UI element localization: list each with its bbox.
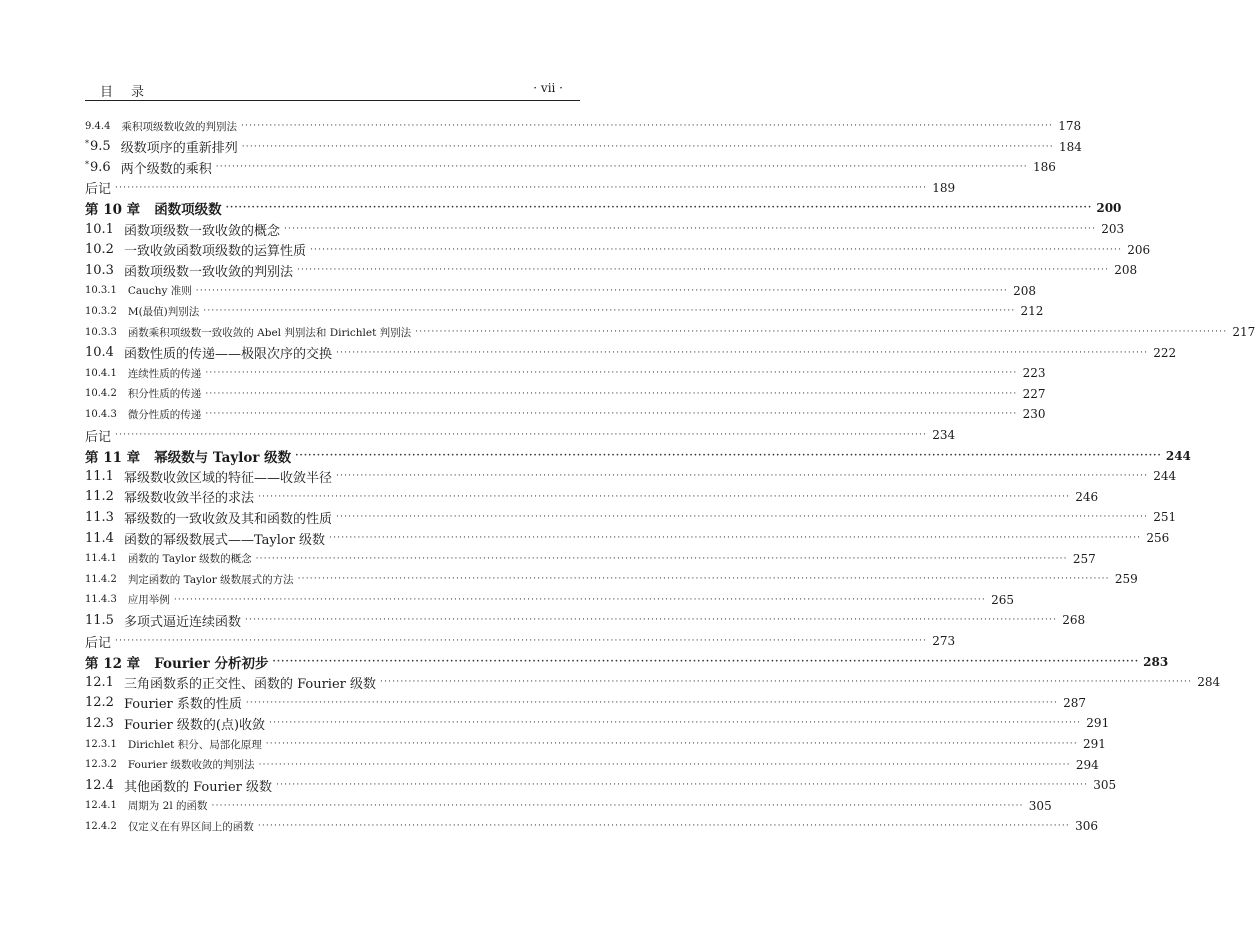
toc-leader-dots: ········································································································································································································ (258, 759, 1071, 770)
toc-leader-dots: ········································································································································································································ (205, 368, 1018, 379)
toc-section-entry[interactable] (85, 713, 1110, 733)
toc-entry-number (85, 446, 140, 466)
toc-leader-dots: ········································································································································································································ (269, 718, 1082, 729)
toc-leader-dots: ········································································································································································································ (255, 553, 1068, 564)
toc-entry-number-text: 10.3.3 (85, 326, 117, 338)
toc-section-entry[interactable] (85, 137, 1082, 157)
toc-entry-number (85, 222, 114, 237)
toc-entry-number-text: 10.2 (85, 242, 114, 258)
toc-leader-dots: ········································································································································································································ (240, 121, 1054, 131)
toc-entry-page: 206 (1127, 242, 1151, 257)
toc-entry-title: 函数项级数一致收敛的概念 (123, 223, 280, 239)
page-number: · vii · (533, 81, 563, 95)
toc-entry-page: 257 (1072, 551, 1096, 566)
toc-section-entry[interactable] (85, 693, 1087, 713)
toc-entry-page: 268 (1062, 613, 1086, 628)
toc-entry-number (85, 327, 117, 338)
toc-entry-page: 222 (1153, 345, 1177, 360)
toc-leader-dots: ········································································································································································································ (225, 203, 1093, 214)
toc-entry-number-text: 10.3.2 (85, 305, 117, 317)
header-rule (85, 100, 580, 101)
toc-entry-title: 乘积项级数收敛的判别法 (121, 120, 237, 133)
toc-entry-title: 函数乘积项级数一致收敛的 Abel 判别法和 Dirichlet 判别法 (127, 326, 412, 339)
toc-entry-number (85, 800, 117, 811)
toc-leader-dots: ········································································································································································································ (205, 388, 1018, 399)
toc-leader-dots: ········································································································································································································ (415, 327, 1228, 337)
toc-chapter-entry[interactable] (85, 446, 1191, 466)
toc-entry-title: 后记 (85, 182, 112, 198)
toc-section-entry[interactable] (85, 466, 1177, 486)
toc-entry-number-text: 11.3 (85, 509, 114, 525)
toc-subsection-entry[interactable] (85, 590, 1014, 610)
toc-entry-number (85, 345, 114, 360)
toc-subsection-entry[interactable] (85, 404, 1046, 424)
toc-entry-page: 305 (1093, 778, 1117, 793)
toc-entry-page: 217 (1232, 325, 1255, 339)
toc-subsection-entry[interactable] (85, 384, 1046, 404)
toc-entry-page: 283 (1143, 654, 1169, 669)
toc-entry-number-text: 12.1 (85, 674, 114, 690)
toc-leader-dots: ········································································································································································································ (276, 780, 1089, 791)
toc-entry-title: 函数的 Taylor 级数的概念 (127, 553, 252, 566)
toc-entry-number (85, 388, 117, 399)
toc-entry-title: 周期为 2l 的函数 (127, 800, 208, 813)
toc-leader-dots: ········································································································································································································ (296, 265, 1110, 276)
toc-entry-page: 259 (1114, 572, 1138, 587)
toc-entry-number-text: 12.4.2 (85, 820, 117, 832)
toc-entry-number-text: 11.2 (85, 489, 114, 505)
toc-leader-dots: ········································································································································································································ (245, 697, 1059, 708)
toc-entry-number (85, 160, 111, 175)
toc-entry-title: 后记 (85, 635, 112, 651)
toc-entry-number-text: 10.3.1 (85, 285, 117, 297)
toc-entry-page: 306 (1075, 819, 1098, 834)
toc-section-entry[interactable] (85, 507, 1177, 527)
toc-entry-number (85, 778, 114, 793)
toc-entry-number-text: 12.3.1 (85, 738, 117, 750)
toc-entry-number-text: 第 10 章 (85, 202, 141, 219)
toc-entry-title: Fourier 分析初步 (154, 655, 269, 672)
toc-leader-dots: ········································································································································································································ (295, 450, 1162, 461)
toc-leader-dots: ········································································································································································································ (215, 162, 1028, 173)
toc-entry-page: 189 (932, 180, 956, 195)
toc-entry-number (85, 695, 114, 710)
toc-subsection-entry[interactable] (85, 816, 1098, 836)
toc-entry-page: 203 (1101, 222, 1125, 236)
toc-subsection-entry[interactable] (85, 363, 1046, 383)
toc-entry-page: 287 (1063, 695, 1087, 710)
toc-subsection-entry[interactable] (85, 734, 1106, 754)
toc-subsection-entry[interactable] (85, 796, 1052, 816)
toc-entry-number (85, 821, 117, 832)
toc-entry-number (85, 510, 114, 525)
toc-entry-title: 函数项级数 (154, 202, 222, 219)
toc-entry-title: 应用举例 (127, 594, 170, 607)
page-header (85, 76, 580, 98)
toc-entry-number-text: 12.3.2 (85, 759, 117, 771)
toc-section-entry[interactable] (85, 672, 1221, 692)
toc-section-entry[interactable] (85, 219, 1125, 239)
toc-entry-number (85, 531, 114, 546)
toc-entry-page: 178 (1058, 119, 1082, 133)
toc-entry-number-text: 12.2 (85, 695, 114, 711)
toc-subsection-entry[interactable] (85, 755, 1099, 775)
toc-entry-page: 227 (1022, 386, 1046, 401)
toc-entry-number (85, 652, 140, 672)
toc-section-entry[interactable] (85, 425, 956, 445)
toc-leader-dots: ········································································································································································································ (173, 594, 986, 605)
toc-entry-number-text: 10.4.1 (85, 367, 117, 379)
toc-leader-dots: ········································································································································································································ (257, 491, 1071, 502)
toc-leader-dots: ········································································································································································································ (115, 182, 928, 193)
toc-leader-dots: ········································································································································································································ (257, 821, 1070, 832)
toc-entry-number-text: 10.1 (85, 221, 114, 237)
toc-subsection-entry[interactable] (85, 569, 1138, 589)
toc-entry-number-text: 10.4.2 (85, 388, 117, 400)
toc-leader-dots: ········································································································································································································ (309, 244, 1123, 255)
toc-entry-page: 284 (1197, 675, 1221, 690)
toc-leader-dots: ········································································································································································································ (335, 471, 1149, 482)
toc-entry-page: 244 (1165, 448, 1191, 463)
toc-entry-number-text: 12.4.1 (85, 800, 117, 812)
toc-entry-number (85, 285, 117, 296)
toc-entry-number-text: 12.3 (85, 715, 114, 731)
toc-entry-title: 幂级数收敛区域的特征——收敛半径 (123, 470, 332, 486)
toc-subsection-entry[interactable] (85, 322, 1255, 342)
toc-entry-title: Dirichlet 积分、局部化原理 (127, 738, 262, 751)
toc-entry-number-text: 第 11 章 (85, 449, 141, 466)
toc-leader-dots: ········································································································································································································ (205, 409, 1018, 420)
toc-entry-title: 一致收敛函数项级数的运算性质 (123, 244, 306, 260)
toc-leader-dots: ········································································································································································································ (283, 224, 1097, 234)
toc-leader-dots: ········································································································································································································ (244, 615, 1058, 626)
toc-entry-number (85, 121, 110, 132)
toc-entry-title: 幂级数的一致收敛及其和函数的性质 (123, 511, 332, 527)
toc-section-entry[interactable] (85, 775, 1117, 795)
toc-entry-number-text: 11.4 (85, 530, 114, 546)
toc-entry-title: Fourier 级数的(点)收敛 (123, 717, 266, 733)
toc-entry-number-text: 11.1 (85, 468, 114, 484)
toc-entry-page: 265 (991, 592, 1014, 607)
toc-entry-title: 多项式逼近连续函数 (123, 614, 241, 630)
toc-entry-title: 微分性质的传递 (127, 408, 202, 421)
toc-entry-number (85, 139, 111, 154)
toc-entry-number (85, 263, 114, 278)
toc-subsection-entry[interactable] (85, 281, 1036, 301)
toc-entry-number-text: 9.5 (90, 139, 111, 155)
toc-entry-title: 后记 (85, 429, 112, 445)
toc-entry-title: 判定函数的 Taylor 级数展式的方法 (127, 573, 294, 586)
toc-entry-title: 级数项序的重新排列 (120, 141, 238, 157)
toc-leader-dots: ········································································································································································································ (195, 285, 1008, 296)
toc-entry-title: 积分性质的传递 (127, 388, 202, 401)
toc-entry-number (85, 613, 114, 628)
toc-leader-dots: ········································································································································································································ (115, 636, 928, 646)
toc-entry-number-text: 10.4 (85, 345, 114, 361)
toc-section-entry[interactable] (85, 487, 1099, 507)
toc-entry-title: 幂级数与 Taylor 级数 (154, 449, 292, 466)
toc-entry-number-text: 11.4.1 (85, 553, 117, 565)
toc-entry-page: 200 (1096, 201, 1122, 216)
toc-leader-dots: ········································································································································································································ (297, 574, 1110, 585)
toc-entry-title: 其他函数的 Fourier 级数 (123, 779, 273, 795)
toc-entry-number (85, 368, 117, 379)
toc-entry-page: 208 (1013, 283, 1036, 298)
toc-entry-page: 230 (1022, 407, 1046, 422)
toc-entry-title: 幂级数收敛半径的求法 (123, 491, 254, 507)
toc-entry-number (85, 469, 114, 484)
toc-leader-dots: ········································································································································································································ (272, 656, 1140, 667)
toc-entry-title: 函数性质的传递——极限次序的交换 (123, 347, 332, 363)
toc-entry-title: 连续性质的传递 (127, 367, 202, 380)
toc-section-entry[interactable] (85, 610, 1086, 630)
toc-entry-page: 294 (1075, 757, 1099, 772)
toc-entry-title: M(最值)判别法 (127, 305, 200, 318)
toc-entry-page: 244 (1153, 469, 1177, 484)
toc-entry-page: 256 (1146, 531, 1170, 545)
toc-entry-number (85, 759, 117, 770)
toc-leader-dots: ········································································································································································································ (329, 533, 1142, 543)
toc-entry-number (85, 574, 117, 585)
toc-leader-dots: ········································································································································································································ (211, 800, 1024, 811)
toc-entry-number-text: 9.6 (90, 159, 111, 175)
toc-entry-page: 208 (1114, 263, 1138, 278)
toc-entry-title: 函数的幂级数展式——Taylor 级数 (123, 532, 326, 548)
toc-leader-dots: ········································································································································································································ (335, 512, 1149, 523)
toc-section-entry[interactable] (85, 240, 1151, 260)
toc-section-entry[interactable] (85, 178, 956, 198)
toc-entry-page: 212 (1020, 304, 1044, 319)
toc-entry-number (85, 739, 117, 750)
toc-entry-title: 三角函数系的正交性、函数的 Fourier 级数 (123, 676, 377, 692)
toc-entry-number-text: 9.4.4 (85, 120, 111, 132)
toc-entry-number-text: 11.4.2 (85, 573, 117, 585)
toc-subsection-entry[interactable] (85, 301, 1044, 321)
toc-entry-page: 291 (1083, 737, 1106, 751)
toc-entry-number (85, 409, 117, 420)
toc-section-entry[interactable] (85, 528, 1170, 548)
toc-entry-number-text: 10.4.3 (85, 408, 117, 420)
toc-entry-number (85, 594, 117, 605)
toc-leader-dots: ········································································································································································································ (203, 306, 1016, 317)
toc-entry-number (85, 716, 114, 731)
toc-chapter-entry[interactable] (85, 652, 1169, 672)
toc-entry-title: 函数项级数一致收敛的判别法 (123, 264, 293, 280)
toc-entry-page: 251 (1153, 510, 1177, 525)
toc-subsection-entry[interactable] (85, 549, 1096, 569)
toc-entry-title: Fourier 系数的性质 (123, 697, 242, 713)
toc-entry-page: 246 (1075, 489, 1099, 504)
optional-section-marker: * (85, 159, 89, 169)
toc-entry-number-text: 10.3 (85, 262, 114, 278)
toc-entry-title: Cauchy 准则 (127, 285, 192, 298)
toc-entry-number-text: 第 12 章 (85, 655, 141, 672)
toc-entry-number (85, 553, 117, 564)
toc-entry-title: 两个级数的乘积 (120, 161, 212, 177)
toc-entry-number (85, 198, 140, 218)
toc-section-entry[interactable] (85, 157, 1056, 177)
toc-entry-page: 186 (1032, 160, 1056, 175)
toc-leader-dots: ········································································································································································································ (335, 347, 1149, 358)
toc-leader-dots: ········································································································································································································ (115, 430, 928, 440)
toc-subsection-entry[interactable] (85, 116, 1082, 136)
toc-entry-page: 234 (932, 428, 956, 442)
optional-section-marker: * (85, 139, 89, 149)
toc-entry-number-text: 11.5 (85, 612, 114, 628)
toc-leader-dots: ········································································································································································································ (380, 677, 1193, 688)
toc-section-entry[interactable] (85, 631, 956, 651)
running-head-title: 目录 (100, 85, 163, 100)
toc-entry-number (85, 675, 114, 690)
toc-entry-page: 273 (932, 634, 956, 648)
toc-entry-number (85, 242, 114, 257)
toc-entry-title: 仅定义在有界区间上的函数 (127, 820, 254, 833)
toc-leader-dots: ········································································································································································································ (265, 739, 1078, 749)
toc-entry-page: 184 (1058, 139, 1082, 154)
toc-leader-dots: ········································································································································································································ (241, 141, 1054, 152)
toc-section-entry[interactable] (85, 343, 1177, 363)
toc-entry-number (85, 306, 117, 317)
toc-entry-number-text: 12.4 (85, 777, 114, 793)
toc-entry-page: 291 (1086, 716, 1110, 731)
toc-entry-number (85, 489, 114, 504)
toc-section-entry[interactable] (85, 260, 1138, 280)
toc-chapter-entry[interactable] (85, 198, 1122, 219)
toc-entry-page: 223 (1022, 366, 1046, 381)
toc-entry-title: Fourier 级数收敛的判别法 (127, 759, 255, 772)
toc-entry-page: 305 (1028, 798, 1052, 813)
toc-entry-number-text: 11.4.3 (85, 594, 117, 606)
